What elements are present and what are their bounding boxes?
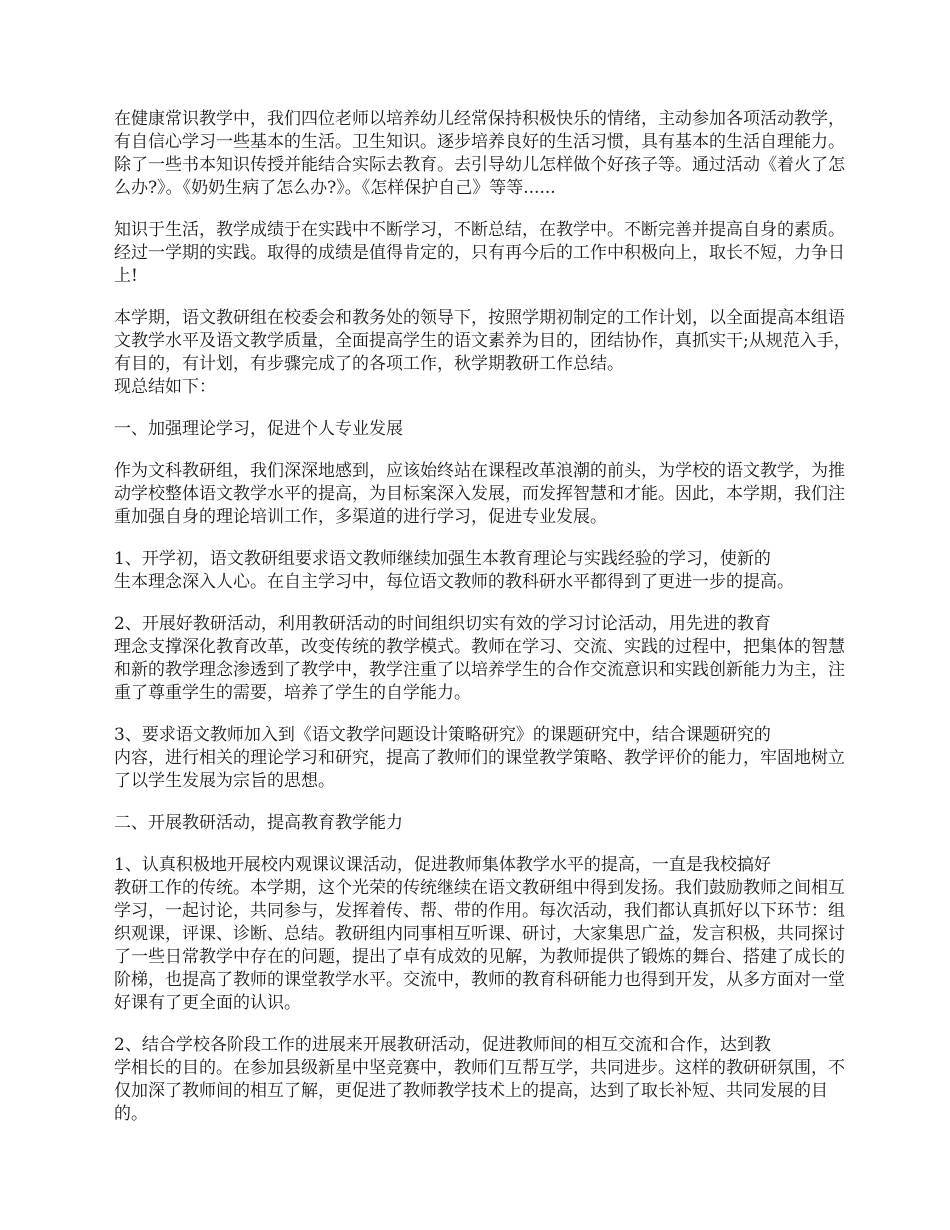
list-item-2-research-activities: 2、开展好教研活动，利用教研活动的时间组织切实有效的学习讨论活动，用先进的教育 理念支撑深化教育改革，改变传统的教学模式。教师在学习、交流、实践的过程中，把集体的智慧和新的教学理念渗透到了教学中，教学注重了以培养学生的合作交流意识和实践创新能力为主，注重了尊重学生的需要，培养了学生的自学能力。 xyxy=(114,614,845,703)
list-item-2-stage-work: 2、结合学校各阶段工作的进展来开展教研活动，促进教师间的相互交流和合作，达到教 学相长的目的。在参加县级新星中坚竞赛中，教师们互帮互学，共同进步。这样的教研研氛围，不仅加深了教师间的相互了解，更促进了教师教学技术上的提高，达到了取长补短、共同发展的目的。 xyxy=(114,1035,845,1124)
list-item-1-start-of-term: 1、开学初，语文教研组要求语文教师继续加强生本教育理论与实践经验的学习，使新的 生本理念深入人心。在自主学习中，每位语文教师的教科研水平都得到了更进一步的提高。 xyxy=(114,549,794,592)
paragraph-health-teaching: 在健康常识教学中，我们四位老师以培养幼儿经常保持积极快乐的情绪，主动参加各项活动教学，有自信心学习一些基本的生活。卫生知识。逐步培养良好的生活习惯，具有基本的生活自理能力。除了一些书本知识传授并能结合实际去教育。去引导幼儿怎样做个好孩子等。通过活动《着火了怎么办?》。《奶奶生病了怎么办?》。《怎样保护自己》等等...... xyxy=(114,109,845,198)
list-item-3-research-project: 3、要求语文教师加入到《语文教学问题设计策略研究》的课题研究中，结合课题研究的 内容，进行相关的理论学习和研究，提高了教师们的课堂教学策略、教学评价的能力，牢固地树立了以学生发展为宗旨的思想。 xyxy=(114,725,845,791)
section-heading-teaching-ability: 二、开展教研活动，提高教育教学能力 xyxy=(114,813,403,833)
paragraph-semester-intro: 本学期，语文教研组在校委会和教务处的领导下，按照学期初制定的工作计划，以全面提高本组语文教学水平及语文教学质量，全面提高学生的语文素养为目的，团结协作，真抓实干;从规范入手，有目的，有计划，有步骤完成了的各项工作，秋学期教研工作总结。 现总结如下： xyxy=(114,308,851,397)
section-heading-theory-study: 一、加强理论学习，促进个人专业发展 xyxy=(114,419,403,439)
list-item-1-lesson-observation: 1、认真积极地开展校内观课议课活动，促进教师集体教学水平的提高，一直是我校搞好 教研工作的传统。本学期，这个光荣的传统继续在语文教研组中得到发扬。我们鼓励教师之间相互学习，一起讨论，共同参与，发挥着传、帮、带的作用。每次活动，我们都认真抓好以下环节：组织观课，评课、诊断、总结。教研组内同事相互听课、研讨，大家集思广益，发言积极，共同探讨了一些日常教学中存在的问题，提出了卓有成效的见解，为教师提供了锻炼的舞台、搭建了成长的阶梯，也提高了教师的课堂教学水平。交流中，教师的教育科研能力也得到开发，从多方面对一堂好课有了更全面的认识。 xyxy=(114,855,845,1013)
document-page xyxy=(114,108,854,1145)
paragraph-liberal-arts-group: 作为文科教研组，我们深深地感到，应该始终站在课程改革浪潮的前头，为学校的语文教学，为推动学校整体语文教学水平的提高，为目标案深入发展，而发挥智慧和才能。因此，本学期，我们注重加强自身的理论培训工作，多渠道的进行学习，促进专业发展。 xyxy=(114,461,845,527)
paragraph-knowledge-life: 知识于生活，教学成绩于在实践中不断学习，不断总结，在教学中。不断完善并提高自身的素质。经过一学期的实践。取得的成绩是值得肯定的，只有再今后的工作中积极向上，取长不短，力争日上! xyxy=(114,220,845,286)
